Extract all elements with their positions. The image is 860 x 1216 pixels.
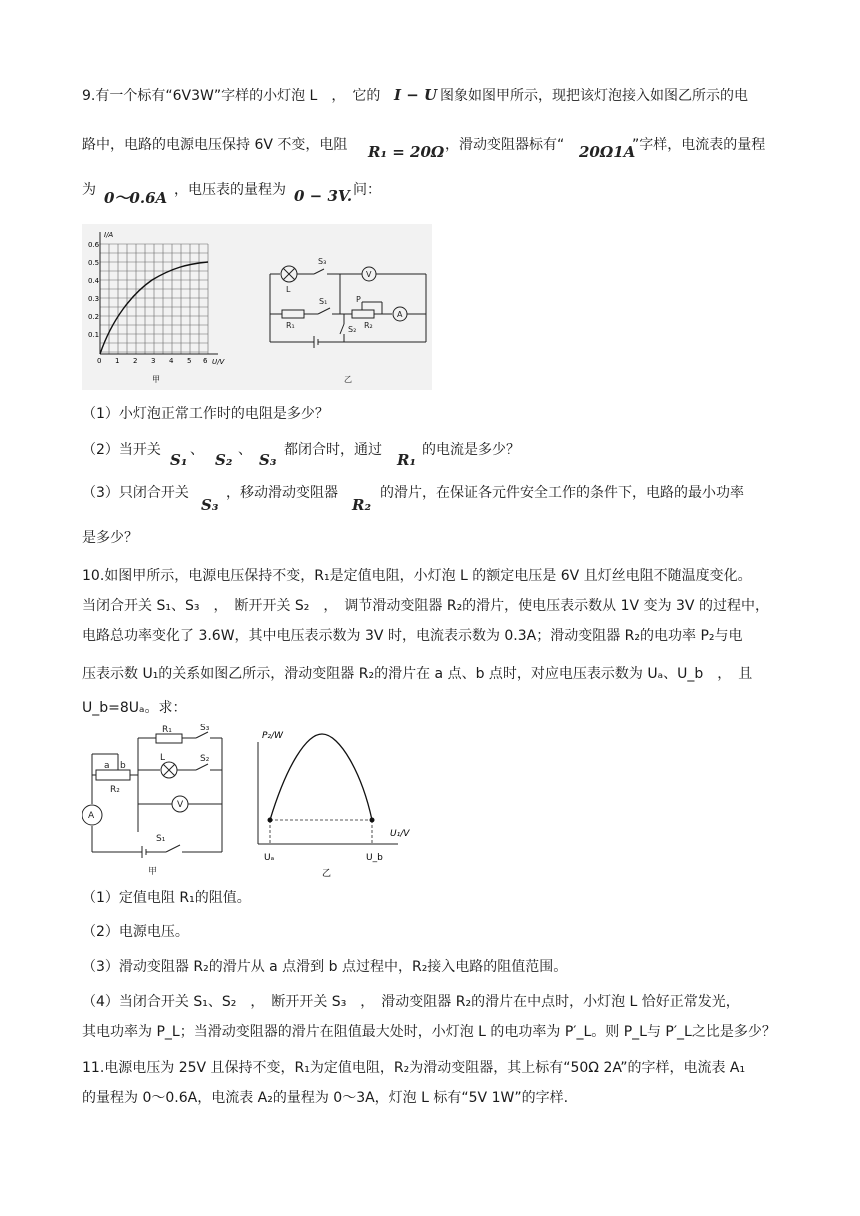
iu-xtick: 2 xyxy=(133,357,138,365)
iu-xtick: 5 xyxy=(187,357,192,365)
q10-part-4a: （4）当闭合开关 S₁、S₂ ， 断开开关 S₃ ， 滑动变阻器 R₂的滑片在中点时，小灯泡 L 恰好正常发光， xyxy=(82,994,740,1010)
iu-ytick: 0.2 xyxy=(88,313,100,321)
iu-ytick: 0.3 xyxy=(88,295,100,303)
q9-math-r2-rating: 20Ω1A xyxy=(579,143,636,161)
q9-text: 为 xyxy=(82,182,96,198)
q9-part-2 xyxy=(82,440,161,460)
q10-circuit-labels xyxy=(88,724,210,877)
q11-line-1: 11.电源电压为 25V 且保持不变，R₁为定值电阻，R₂为滑动变阻器，其上标有“50Ω 2A”的字样，电流表 A₁ xyxy=(82,1060,746,1076)
voltmeter-label: V xyxy=(366,270,372,279)
q9-text: （2）当开关 xyxy=(82,442,161,458)
fig-caption-yi: 乙 xyxy=(322,869,332,879)
q10-circuit xyxy=(82,732,222,858)
fig-caption-jia: 甲 xyxy=(148,867,158,877)
q9-text: ，移动滑动变阻器 xyxy=(226,485,338,501)
q10-line-1: 10.如图甲所示，电源电压保持不变，R₁是定值电阻，小灯泡 L 的额定电压是 6V 且灯丝电阻不随温度变化。 xyxy=(82,568,752,584)
q9-line-2c xyxy=(632,135,765,155)
q9-text: ，电压表的量程为 xyxy=(174,182,286,198)
q9-part-2b xyxy=(284,440,382,460)
q9-line-3c xyxy=(353,180,381,200)
q10-part-1: （1）定值电阻 R₁的阻值。 xyxy=(82,890,251,906)
fig-caption-yi: 乙 xyxy=(344,375,352,384)
iu-xlabel: U/V xyxy=(212,358,225,366)
q10-figures-svg xyxy=(82,724,432,880)
q9-math-s3b: S₃ xyxy=(201,496,219,514)
r2-label: R₂ xyxy=(110,785,120,795)
q10-part-4b: 其电功率为 P_L；当滑动变阻器的滑片在阻值最大处时，小灯泡 L 的电功率为 P′_L。则 P_L与 P′_L之比是多少？ xyxy=(82,1024,776,1040)
q9-text: 都闭合时，通过 xyxy=(284,442,382,458)
q9-part-3 xyxy=(82,483,189,503)
q10-part-2: （2）电源电压。 xyxy=(82,924,189,940)
r2-symbol xyxy=(96,770,130,780)
pu-ylabel: P₂/W xyxy=(262,731,283,741)
r1-label: R₁ xyxy=(286,321,295,330)
q10-line-5: U_b=8Uₐ。求： xyxy=(82,700,187,716)
r2-symbol xyxy=(352,310,374,318)
s1-label: S₁ xyxy=(156,834,166,844)
r1-label: R₁ xyxy=(162,725,172,735)
iu-ytick: 0.6 xyxy=(88,241,100,249)
q9-circuit xyxy=(270,266,426,348)
q9-text: 问： xyxy=(353,182,381,198)
q10-figure-panel xyxy=(82,724,432,880)
iu-xtick: 1 xyxy=(115,357,120,365)
q9-text: ，滑动变阻器标有“ xyxy=(445,137,565,153)
q9-line-1b xyxy=(440,86,748,106)
fig-caption-jia: 甲 xyxy=(152,375,160,384)
pu-ua-label: Uₐ xyxy=(264,853,275,863)
r1-symbol xyxy=(156,734,182,743)
iu-xtick: 6 xyxy=(203,357,208,365)
q9-sep: 、 xyxy=(238,442,252,458)
iu-xtick: 0 xyxy=(97,357,102,365)
q9-part-3b xyxy=(226,483,338,503)
point-a xyxy=(268,818,273,823)
q10-line-2: 当闭合开关 S₁、S₃ ， 断开开关 S₂ ， 调节滑动变阻器 R₂的滑片，使电压表示数从 1V 变为 3V 的过程中， xyxy=(82,598,769,614)
slider-a-label: a xyxy=(104,761,110,771)
q9-math-i-u: I − U xyxy=(394,86,438,104)
iu-ytick: 0.5 xyxy=(88,259,100,267)
q9-figure-panel xyxy=(82,224,432,390)
q9-part-1: （1）小灯泡正常工作时的电阻是多少？ xyxy=(82,406,329,422)
lamp-label: L xyxy=(160,753,166,763)
q9-sep: 、 xyxy=(190,442,204,458)
q9-text: 路中，电路的电源电压保持 6V 不变，电阻 xyxy=(82,137,348,153)
q9-line-1 xyxy=(82,86,380,106)
pu-xlabel: U₁/V xyxy=(390,829,410,839)
iu-xtick: 4 xyxy=(169,357,174,365)
iu-grid xyxy=(100,244,208,354)
q9-math-r2: R₂ xyxy=(352,496,372,514)
q9-math-ammeter-range: 0～0.6A xyxy=(104,189,168,207)
q9-text: ”字样，电流表的量程 xyxy=(632,137,766,153)
s3-label: S₃ xyxy=(200,724,210,733)
pu-ub-label: U_b xyxy=(366,853,383,863)
iu-ytick: 0.1 xyxy=(88,331,100,339)
q9-text: 图象如图甲所示，现把该灯泡接入如图乙所示的电 xyxy=(440,88,748,104)
q9-part-3d: 是多少？ xyxy=(82,530,138,546)
q9-part-2c xyxy=(422,440,520,460)
q9-part-3c xyxy=(380,483,744,503)
q9-line-2b xyxy=(445,135,564,155)
q9-line-2 xyxy=(82,135,347,155)
q9-math-r1: R₁ = 20Ω xyxy=(368,143,445,161)
s2-label: S₂ xyxy=(200,754,210,764)
q9-text: 的滑片，在保证各元件安全工作的条件下，电路的最小功率 xyxy=(380,485,744,501)
slider-b-label: b xyxy=(120,761,126,771)
r1-symbol xyxy=(282,310,304,318)
q9-line-3 xyxy=(82,180,96,200)
q11-line-2: 的量程为 0～0.6A，电流表 A₂的量程为 0～3A，灯泡 L 标有“5V 1W”的字样. xyxy=(82,1090,569,1106)
voltmeter-label: V xyxy=(177,800,184,810)
iu-ylabel: I/A xyxy=(104,231,114,239)
s1-label: S₁ xyxy=(319,297,328,306)
q9-math-voltmeter-range: 0 − 3V. xyxy=(294,187,353,205)
s3-label: S₃ xyxy=(318,257,327,266)
iu-xtick: 3 xyxy=(151,357,156,365)
pu-curve xyxy=(270,734,372,820)
q9-line-3b xyxy=(174,180,286,200)
lamp-label: L xyxy=(286,285,291,294)
q10-line-4: 压表示数 U₁的关系如图乙所示，滑动变阻器 R₂的滑片在 a 点、b 点时，对应电压表示数为 Uₐ、U_b ， 且 xyxy=(82,666,753,682)
q10-part-3: （3）滑动变阻器 R₂的滑片从 a 点滑到 b 点过程中，R₂接入电路的阻值范围。 xyxy=(82,959,568,975)
q9-math-s2: S₂ xyxy=(215,451,233,469)
slider-label: P xyxy=(356,295,361,304)
q9-text: （3）只闭合开关 xyxy=(82,485,189,501)
q10-line-3: 电路总功率变化了 3.6W，其中电压表示数为 3V 时，电流表示数为 0.3A；滑动变阻器 R₂的电功率 P₂与电 xyxy=(82,628,743,644)
q9-math-r1b: R₁ xyxy=(397,451,417,469)
r2-label: R₂ xyxy=(364,321,373,330)
q9-math-s1: S₁ xyxy=(170,451,188,469)
q9-text: 9.有一个标有“6V3W”字样的小灯泡 L ， 它的 xyxy=(82,88,381,104)
p-u-graph xyxy=(258,731,410,879)
iu-graph xyxy=(88,231,225,384)
iu-ytick: 0.4 xyxy=(88,277,100,285)
point-b xyxy=(370,818,375,823)
q9-figures-svg xyxy=(82,224,432,390)
q9-math-s3: S₃ xyxy=(259,451,277,469)
ammeter-label: A xyxy=(397,310,403,319)
q9-text: 的电流是多少？ xyxy=(422,442,520,458)
ammeter-label: A xyxy=(88,811,95,821)
s2-label: S₂ xyxy=(348,325,357,334)
